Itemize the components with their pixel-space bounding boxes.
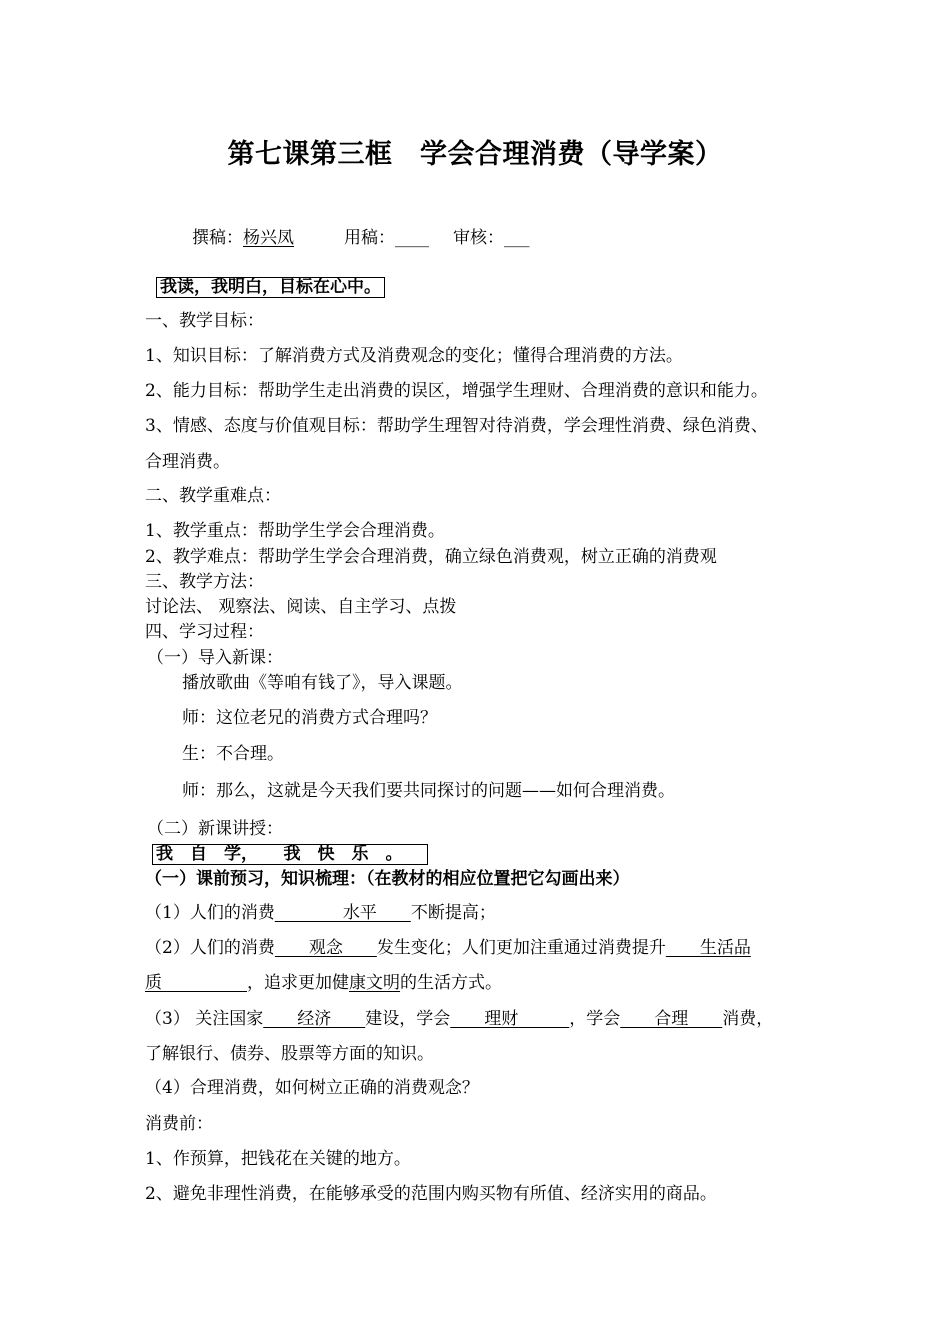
writer-label: 撰稿：: [192, 228, 243, 248]
goal-emotion: 3、情感、态度与价值观目标：帮助学生理智对待消费，学会理性消费、绿色消费、: [145, 416, 768, 436]
q3-text-b: 建设，学会: [365, 1009, 451, 1029]
question-3-cont: 了解银行、债券、股票等方面的知识。: [145, 1044, 434, 1064]
goal-box-label: 我读，我明白，目标在心中。: [156, 277, 385, 298]
reviewer-label: 审核：: [453, 228, 504, 248]
q3-text-d: 消费，: [722, 1009, 774, 1029]
writer-name: 杨兴凤: [243, 228, 294, 248]
selfstudy-box-label: 我 自 学， 我 快 乐 。: [152, 844, 428, 865]
intro-teacher-question: 师：这位老兄的消费方式合理吗？: [182, 708, 437, 728]
q3-text: （3） 关注国家: [145, 1009, 264, 1029]
q2-answer-2: 生活品: [665, 938, 751, 958]
keypoint-focus: 1、教学重点：帮助学生学会合理消费。: [145, 521, 445, 541]
question-3: [145, 1008, 773, 1030]
q2-answer-3: 康文明: [349, 973, 400, 993]
page-title: 第七课第三框 学会合理消费（导学案）: [227, 139, 723, 170]
reviewer-blank: ___: [504, 228, 530, 248]
question-4: （4）合理消费，如何树立正确的消费观念？: [145, 1078, 479, 1098]
keypoints-heading: 二、教学重难点：: [145, 486, 281, 506]
intro-teacher-topic: 师：那么，这就是今天我们要共同探讨的问题——如何合理消费。: [182, 781, 675, 801]
q2-answer-1: 观念: [274, 938, 377, 958]
user-blank: ____: [395, 228, 429, 248]
before-item-2: 2、避免非理性消费，在能够承受的范围内购买物有所值、经济实用的商品。: [145, 1184, 717, 1204]
intro-heading: （一）导入新课：: [147, 648, 283, 668]
q1-text-end: 不断提高；: [410, 903, 496, 923]
q2-text-end: 的生活方式。: [400, 973, 502, 993]
process-heading: 四、学习过程：: [145, 622, 264, 642]
question-1: [145, 902, 496, 924]
q2-text-c: ，追求更加健: [247, 973, 349, 993]
q3-answer-2: 理财: [450, 1009, 570, 1029]
section-selfstudy-box: [152, 843, 428, 865]
q3-text-c: ，学会: [569, 1009, 621, 1029]
before-consumption-heading: 消费前：: [145, 1114, 213, 1134]
methods-heading: 三、教学方法：: [145, 572, 264, 592]
q2-text: （2）人们的消费: [145, 938, 275, 958]
author-line: [192, 227, 530, 249]
intro-song: 播放歌曲《等咱有钱了》，导入课题。: [182, 673, 463, 693]
goal-emotion-cont: 合理消费。: [145, 452, 230, 472]
keypoint-difficulty: 2、教学难点：帮助学生学会合理消费，确立绿色消费观，树立正确的消费观: [145, 547, 717, 567]
methods-text: 讨论法、 观察法、阅读、自主学习、点拨: [145, 597, 457, 617]
preview-heading: （一）课前预习，知识梳理：（在教材的相应位置把它勾画出来）: [145, 869, 630, 889]
question-2: [145, 937, 751, 959]
intro-student-answer: 生：不合理。: [182, 744, 284, 764]
goal-knowledge: 1、知识目标：了解消费方式及消费观念的变化；懂得合理消费的方法。: [145, 346, 683, 366]
goals-heading: 一、教学目标：: [145, 311, 264, 331]
before-item-1: 1、作预算，把钱花在关键的地方。: [145, 1149, 411, 1169]
q3-answer-1: 经济: [263, 1009, 366, 1029]
question-2-cont: [145, 972, 502, 994]
q3-answer-3: 合理: [620, 1009, 723, 1029]
user-label: 用稿：: [344, 228, 395, 248]
q1-answer: 水平: [274, 903, 411, 923]
section-goal-box: [156, 276, 385, 298]
goal-ability: 2、能力目标：帮助学生走出消费的误区，增强学生理财、合理消费的意识和能力。: [145, 381, 768, 401]
new-lesson-heading: （二）新课讲授：: [147, 819, 283, 839]
q2-answer-2-cont: 质: [145, 973, 247, 993]
q1-text: （1）人们的消费: [145, 903, 275, 923]
q2-text-mid: 发生变化；人们更加注重通过消费提升: [376, 938, 666, 958]
